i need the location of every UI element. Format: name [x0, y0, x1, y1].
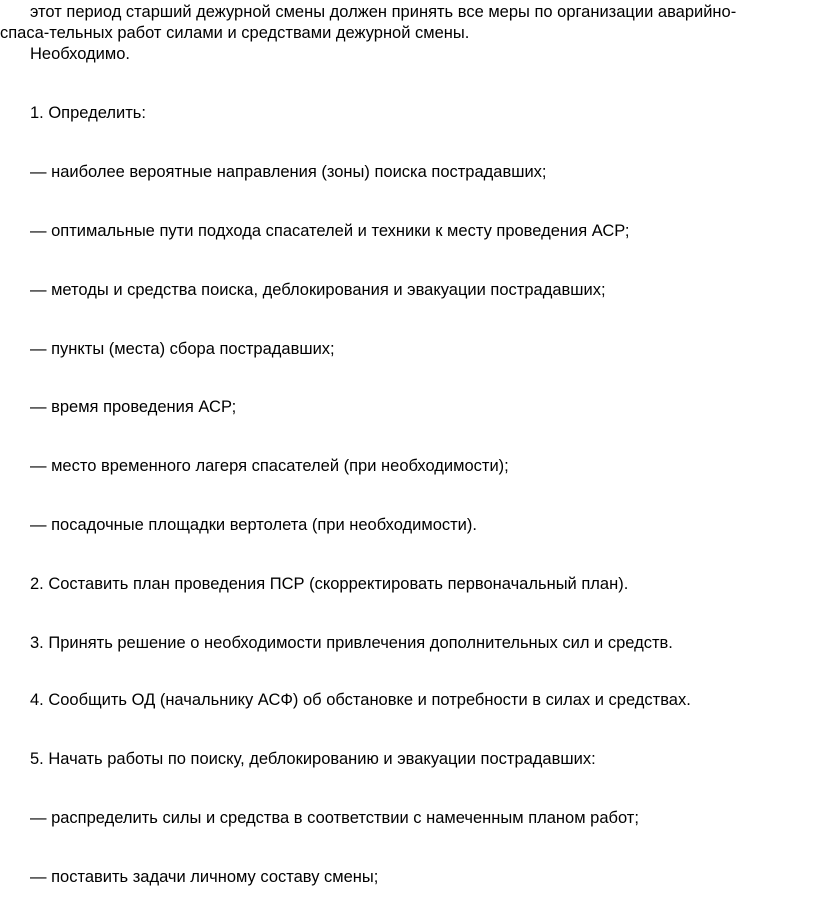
list-item: — оптимальные пути подхода спасателей и техники к месту проведения АСР; — [30, 222, 630, 240]
step-4: 4. Сообщить ОД (начальнику АСФ) об обстановке и потребности в силах и средствах. — [30, 691, 691, 709]
step-1-heading: 1. Определить: — [30, 104, 146, 122]
list-item: — посадочные площадки вертолета (при необходимости). — [30, 516, 477, 534]
list-item: — время проведения АСР; — [30, 398, 237, 416]
list-item: — распределить силы и средства в соответствии с намеченным планом работ; — [30, 809, 639, 827]
intro-line-1: этот период старший дежурной смены должен принять все меры по организации аварийно- — [30, 3, 737, 21]
list-item: — наиболее вероятные направления (зоны) поиска пострадавших; — [30, 163, 547, 181]
intro-line-2: спаса-тельных работ силами и средствами дежурной смены. — [0, 24, 470, 42]
necessary-label: Необходимо. — [30, 45, 130, 63]
step-3: 3. Принять решение о необходимости привлечения дополнительных сил и средств. — [30, 634, 673, 652]
list-item: — пункты (места) сбора пострадавших; — [30, 340, 335, 358]
list-item: — место временного лагеря спасателей (при необходимости); — [30, 457, 509, 475]
list-item: — методы и средства поиска, деблокирования и эвакуации пострадавших; — [30, 281, 606, 299]
step-5: 5. Начать работы по поиску, деблокированию и эвакуации пострадавших: — [30, 750, 596, 768]
step-2: 2. Составить план проведения ПСР (скорректировать первоначальный план). — [30, 575, 629, 593]
list-item: — поставить задачи личному составу смены; — [30, 868, 379, 886]
